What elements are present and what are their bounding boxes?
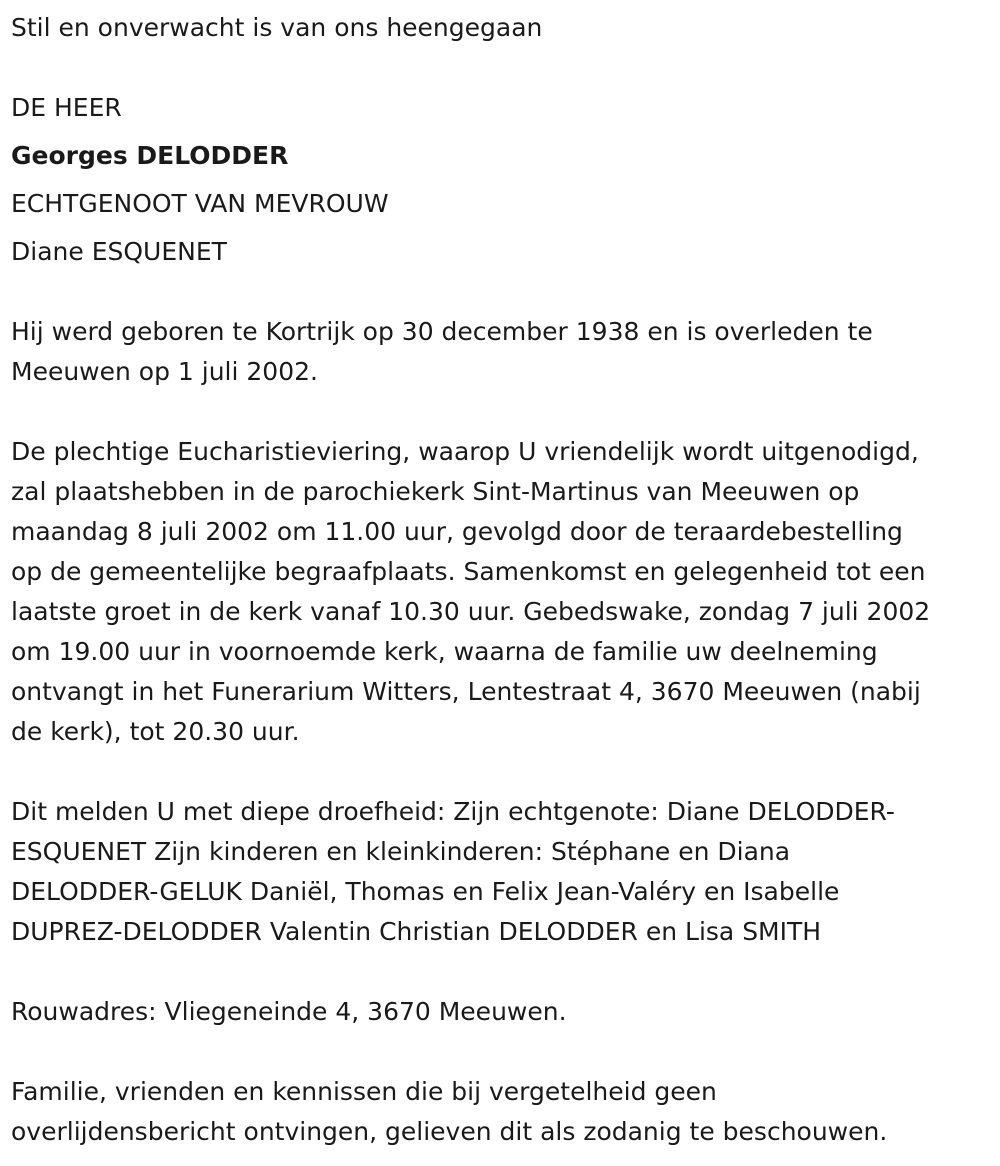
spacer — [11, 952, 986, 992]
birth-death-line: Meeuwen op 1 juli 2002. — [11, 357, 318, 386]
spacer — [11, 224, 986, 232]
ceremony-line: maandag 8 juli 2002 om 11.00 uur, gevolgd door de teraardebestelling — [11, 517, 903, 546]
spouse-label: ECHTGENOOT VAN MEVROUW — [11, 189, 389, 218]
spacer — [11, 752, 986, 792]
ceremony-line: om 19.00 uur in voornoemde kerk, waarna de familie uw deelneming — [11, 637, 878, 666]
spacer — [11, 1032, 986, 1072]
spacer — [11, 392, 986, 432]
family-line: DELODDER-GELUK Daniël, Thomas en Felix Jean-Valéry en Isabelle — [11, 877, 840, 906]
ceremony-line: De plechtige Eucharistieviering, waarop U vriendelijk wordt uitgenodigd, — [11, 437, 919, 466]
spacer — [11, 128, 986, 136]
family-paragraph — [11, 792, 986, 952]
birth-death-paragraph — [11, 312, 986, 392]
spacer — [11, 48, 986, 88]
title-prefix: DE HEER — [11, 93, 122, 122]
spacer — [11, 176, 986, 184]
birth-death-line: Hij werd geboren te Kortrijk op 30 december 1938 en is overleden te — [11, 317, 873, 346]
family-line: ESQUENET Zijn kinderen en kleinkinderen: Stéphane en Diana — [11, 837, 791, 866]
family-line: DUPREZ-DELODDER Valentin Christian DELODDER en Lisa SMITH — [11, 917, 822, 946]
ceremony-line: de kerk), tot 20.30 uur. — [11, 717, 300, 746]
mourning-address: Rouwadres: Vliegeneinde 4, 3670 Meeuwen. — [11, 997, 567, 1026]
obituary-document — [11, 8, 986, 1152]
spacer — [11, 272, 986, 312]
closing-paragraph — [11, 1072, 986, 1152]
intro-line: Stil en onverwacht is van ons heengegaan — [11, 13, 543, 42]
ceremony-line: zal plaatshebben in de parochiekerk Sint-Martinus van Meeuwen op — [11, 477, 860, 506]
ceremony-line: laatste groet in de kerk vanaf 10.30 uur. Gebedswake, zondag 7 juli 2002 — [11, 597, 931, 626]
closing-line: Familie, vrienden en kennissen die bij vergetelheid geen — [11, 1077, 717, 1106]
ceremony-line: ontvangt in het Funerarium Witters, Lentestraat 4, 3670 Meeuwen (nabij — [11, 677, 921, 706]
family-line: Dit melden U met diepe droefheid: Zijn echtgenote: Diane DELODDER- — [11, 797, 895, 826]
ceremony-paragraph — [11, 432, 986, 752]
closing-line: overlijdensbericht ontvingen, gelieven dit als zodanig te beschouwen. — [11, 1117, 888, 1146]
ceremony-line: op de gemeentelijke begraafplaats. Samenkomst en gelegenheid tot een — [11, 557, 926, 586]
deceased-name: Georges DELODDER — [11, 141, 289, 170]
spouse-name: Diane ESQUENET — [11, 237, 227, 266]
